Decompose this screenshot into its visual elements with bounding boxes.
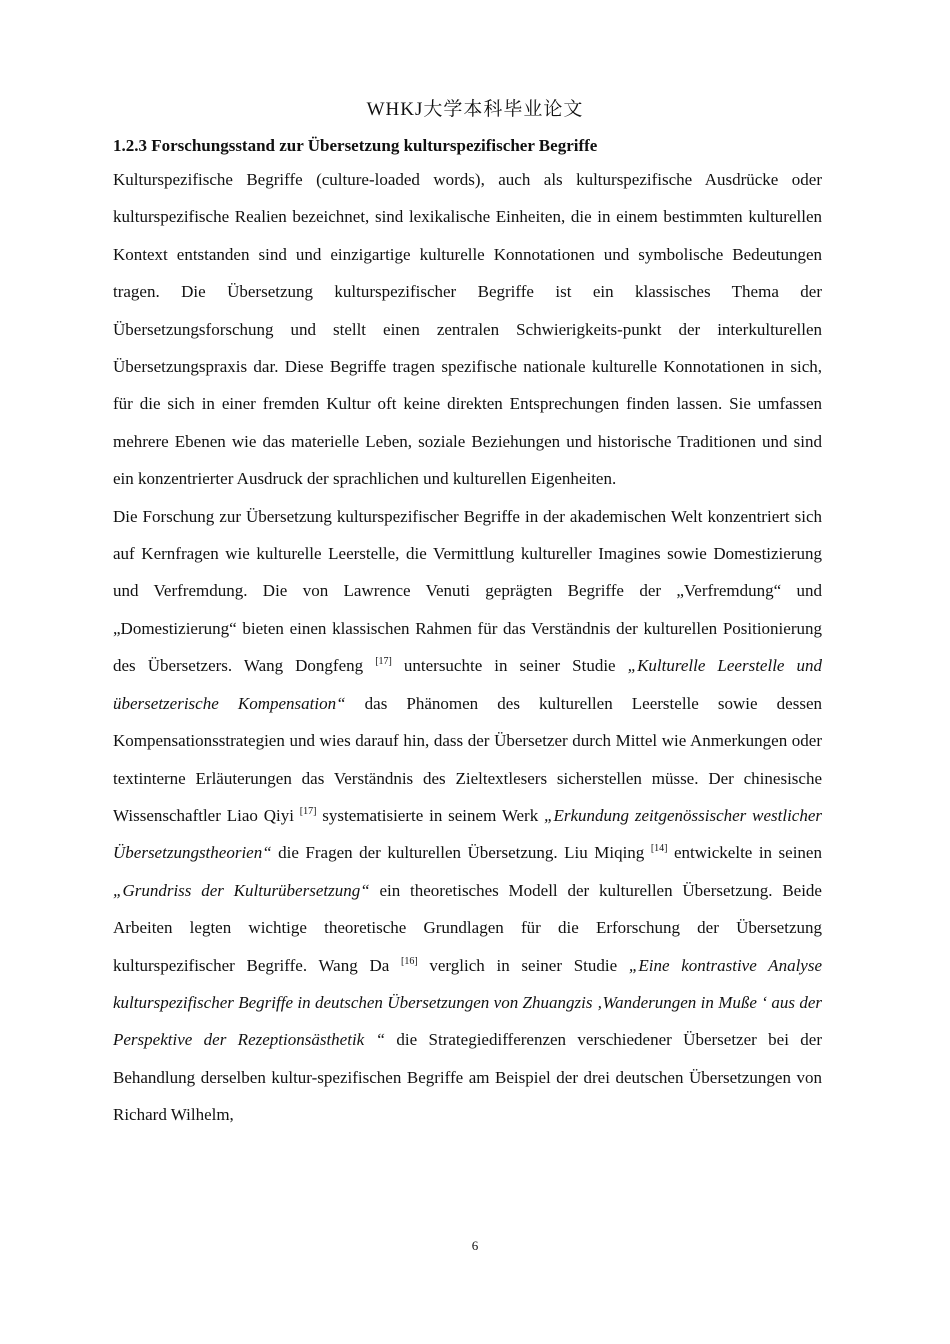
paragraph-text-segment: das Phänomen des kulturellen Leerstelle sowie dessen Kompensationsstrategien und wies darauf hin, dass der Übersetzer durch Mittel wie Anmerkungen oder textinterne Erläuterungen das Verständnis des Zieltextlesers sicherstellen müsse. Der chinesische Wissenschaftler Liao Qiyi — [113, 693, 823, 825]
cited-title: „Erkundung zeitgenössischer westlicher Übersetzungstheorien“ — [113, 805, 823, 863]
section-heading: 1.2.3 Forschungsstand zur Übersetzung kulturspezifischer Begriffe — [113, 136, 598, 155]
paragraph-research-overview — [113, 498, 822, 1134]
paragraph-text-segment: ein theoretisches Modell der kulturellen Übersetzung. Beide Arbeiten legten wichtige theoretische Grundlagen für die Erforschung der Übersetzung kulturspezifischer Begriffe. Wang Da — [113, 880, 822, 975]
page-number: 6 — [471, 1238, 479, 1253]
paragraph-text-segment: systematisierte in seinem Werk — [316, 805, 545, 825]
citation-ref: [16] — [400, 955, 418, 967]
paragraph-text-segment: die Fragen der kulturellen Übersetzung. Liu Miqing — [271, 843, 651, 863]
paragraph-intro: Kulturspezifische Begriffe (culture-loaded words), auch als kulturspezifische Ausdrücke oder kulturspezifische Realien bezeichnet, sind lexikalische Einheiten, die in einem bestimmten kulturellen Kontext entstanden sind und einzigartige kulturelle Konnotationen und symbolische Bedeutungen tragen. Die Übersetzung kulturspezifischer Begriffe ist ein klassisches Thema der Übersetzungsforschung und stellt einen zentralen Schwierigkeits-punkt der interkulturellen Übersetzungspraxis dar. Diese Begriffe tragen spezifische nationale kulturelle Konnotationen in sich, für die sich in einer fremden Kultur oft keine direkten Entsprechungen finden lassen. Sie umfassen mehrere Ebenen wie das materielle Leben, soziale Beziehungen und historische Traditionen und sind ein konzentrierter Ausdruck der sprachlichen und kulturellen Eigenheiten. — [113, 170, 822, 489]
paragraph-text-segment: die Strategiedifferenzen verschiedener Übersetzer bei der Behandlung derselben kultur-spezifischen Begriffe am Beispiel der drei deutschen Übersetzungen von Richard Wilhelm, — [113, 1030, 822, 1125]
citation-ref: [14] — [650, 843, 668, 855]
page-content — [113, 131, 822, 1134]
cited-title: „Kulturelle Leerstelle und übersetzerische Kompensation“ — [113, 656, 822, 713]
paragraph-text-segment: verglich in seiner Studie — [417, 955, 629, 975]
paragraph-text-segment: entwickelte in seinen — [667, 843, 822, 863]
paragraph-text-segment: Die Forschung zur Übersetzung kulturspezifischer Begriffe in der akademischen Welt konzentriert sich auf Kernfragen wie kulturelle Leerstelle, die Vermittlung kultureller Imagines sowie Domestizierung und Verfremdung. Die von Lawrence Venuti geprägten Begriffe der „Verfremdung“ und „Domestizierung“ bieten einen klassischen Rahmen für das Verständnis der kulturellen Positionierung des Übersetzers. Wang Dongfeng — [113, 506, 822, 676]
cited-title: „Grundriss der Kulturübersetzung“ — [113, 880, 370, 900]
citation-ref: [17] — [375, 656, 392, 668]
paragraph-text-segment: untersuchte in seiner Studie — [391, 656, 628, 676]
running-header: WHKJ大学本科毕业论文 — [366, 99, 584, 120]
cited-title: „Eine kontrastive Analyse kulturspezifischer Begriffe in deutschen Übersetzungen von Zhuangzis ‚Wanderungen in Muße ‘ aus der Perspektive der Rezeptionsästhetik “ — [113, 955, 822, 1050]
citation-ref: [17] — [299, 805, 317, 817]
